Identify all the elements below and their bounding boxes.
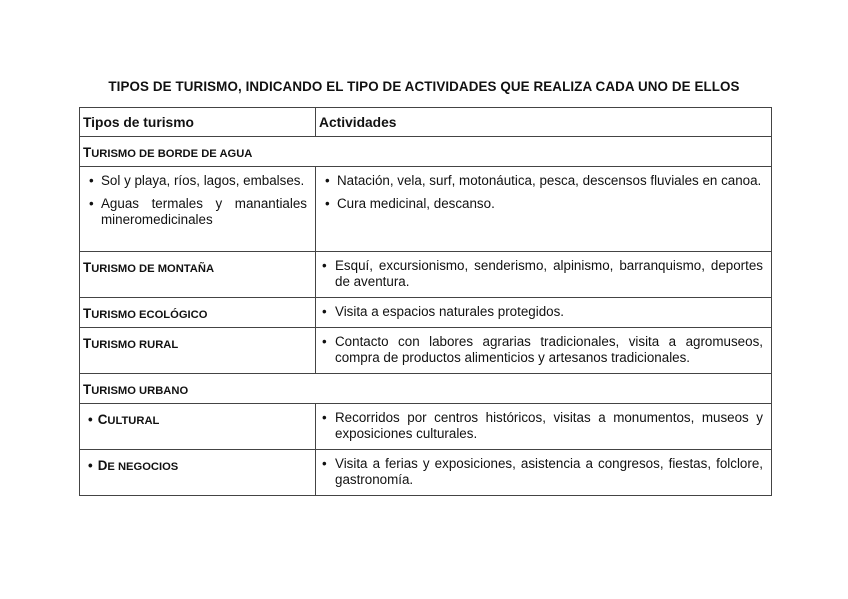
list-item: • Visita a espacios naturales protegidos. [322, 304, 763, 320]
bullet-icon: • [88, 412, 93, 427]
page-title: TIPOS DE TURISMO, INDICANDO EL TIPO DE ACTIVIDADES QUE REALIZA CADA UNO DE ELLOS [108, 79, 740, 94]
table-row [80, 404, 772, 450]
tourism-table [79, 107, 772, 496]
list-item: • Esquí, excursionismo, senderismo, alpinismo, barranquismo, deportes de aventura. [322, 258, 763, 290]
tipo-cell-ecologico: TURISMO ECOLÓGICO [80, 298, 316, 328]
actividades-cell [316, 167, 772, 252]
tipo-cell-negocios: • DE NEGOCIOS [80, 450, 316, 496]
table-row [80, 298, 772, 328]
tipo-cell-cultural: • CULTURAL [80, 404, 316, 450]
bullet-icon: • [88, 458, 93, 473]
header-cell-actividades: Actividades [316, 108, 772, 137]
tipos-cell [80, 167, 316, 252]
list-item: • Recorridos por centros históricos, visitas a monumentos, museos y exposiciones culturales. [322, 410, 763, 442]
list-item: • Cura medicinal, descanso. [322, 196, 763, 212]
section-label-borde-agua: TURISMO DE BORDE DE AGUA [80, 137, 772, 167]
list-item: • Visita a ferias y exposiciones, asistencia a congresos, fiestas, folclore, gastronomía. [322, 456, 763, 488]
actividades-cell [316, 328, 772, 374]
table-header-row [80, 108, 772, 137]
tipo-cell-rural: TURISMO RURAL [80, 328, 316, 374]
list-item: • Contacto con labores agrarias tradicionales, visita a agromuseos, compra de productos alimenticios y artesanos tradicionales. [322, 334, 763, 366]
table-row [80, 450, 772, 496]
actividades-cell [316, 450, 772, 496]
actividades-cell [316, 404, 772, 450]
list-item: • Natación, vela, surf, motonáutica, pesca, descensos fluviales en canoa. [322, 173, 763, 189]
header-cell-tipos: Tipos de turismo [80, 108, 316, 137]
section-label-urbano: TURISMO URBANO [80, 374, 772, 404]
actividades-cell [316, 298, 772, 328]
tipo-cell-montana: TURISMO DE MONTAÑA [80, 252, 316, 298]
actividades-cell [316, 252, 772, 298]
section-row-borde-agua [80, 137, 772, 167]
table-row [80, 328, 772, 374]
table-row [80, 167, 772, 252]
list-item: • Aguas termales y manantiales mineromedicinales [86, 196, 307, 228]
list-item: • Sol y playa, ríos, lagos, embalses. [86, 173, 307, 189]
section-row-urbano [80, 374, 772, 404]
table-row [80, 252, 772, 298]
